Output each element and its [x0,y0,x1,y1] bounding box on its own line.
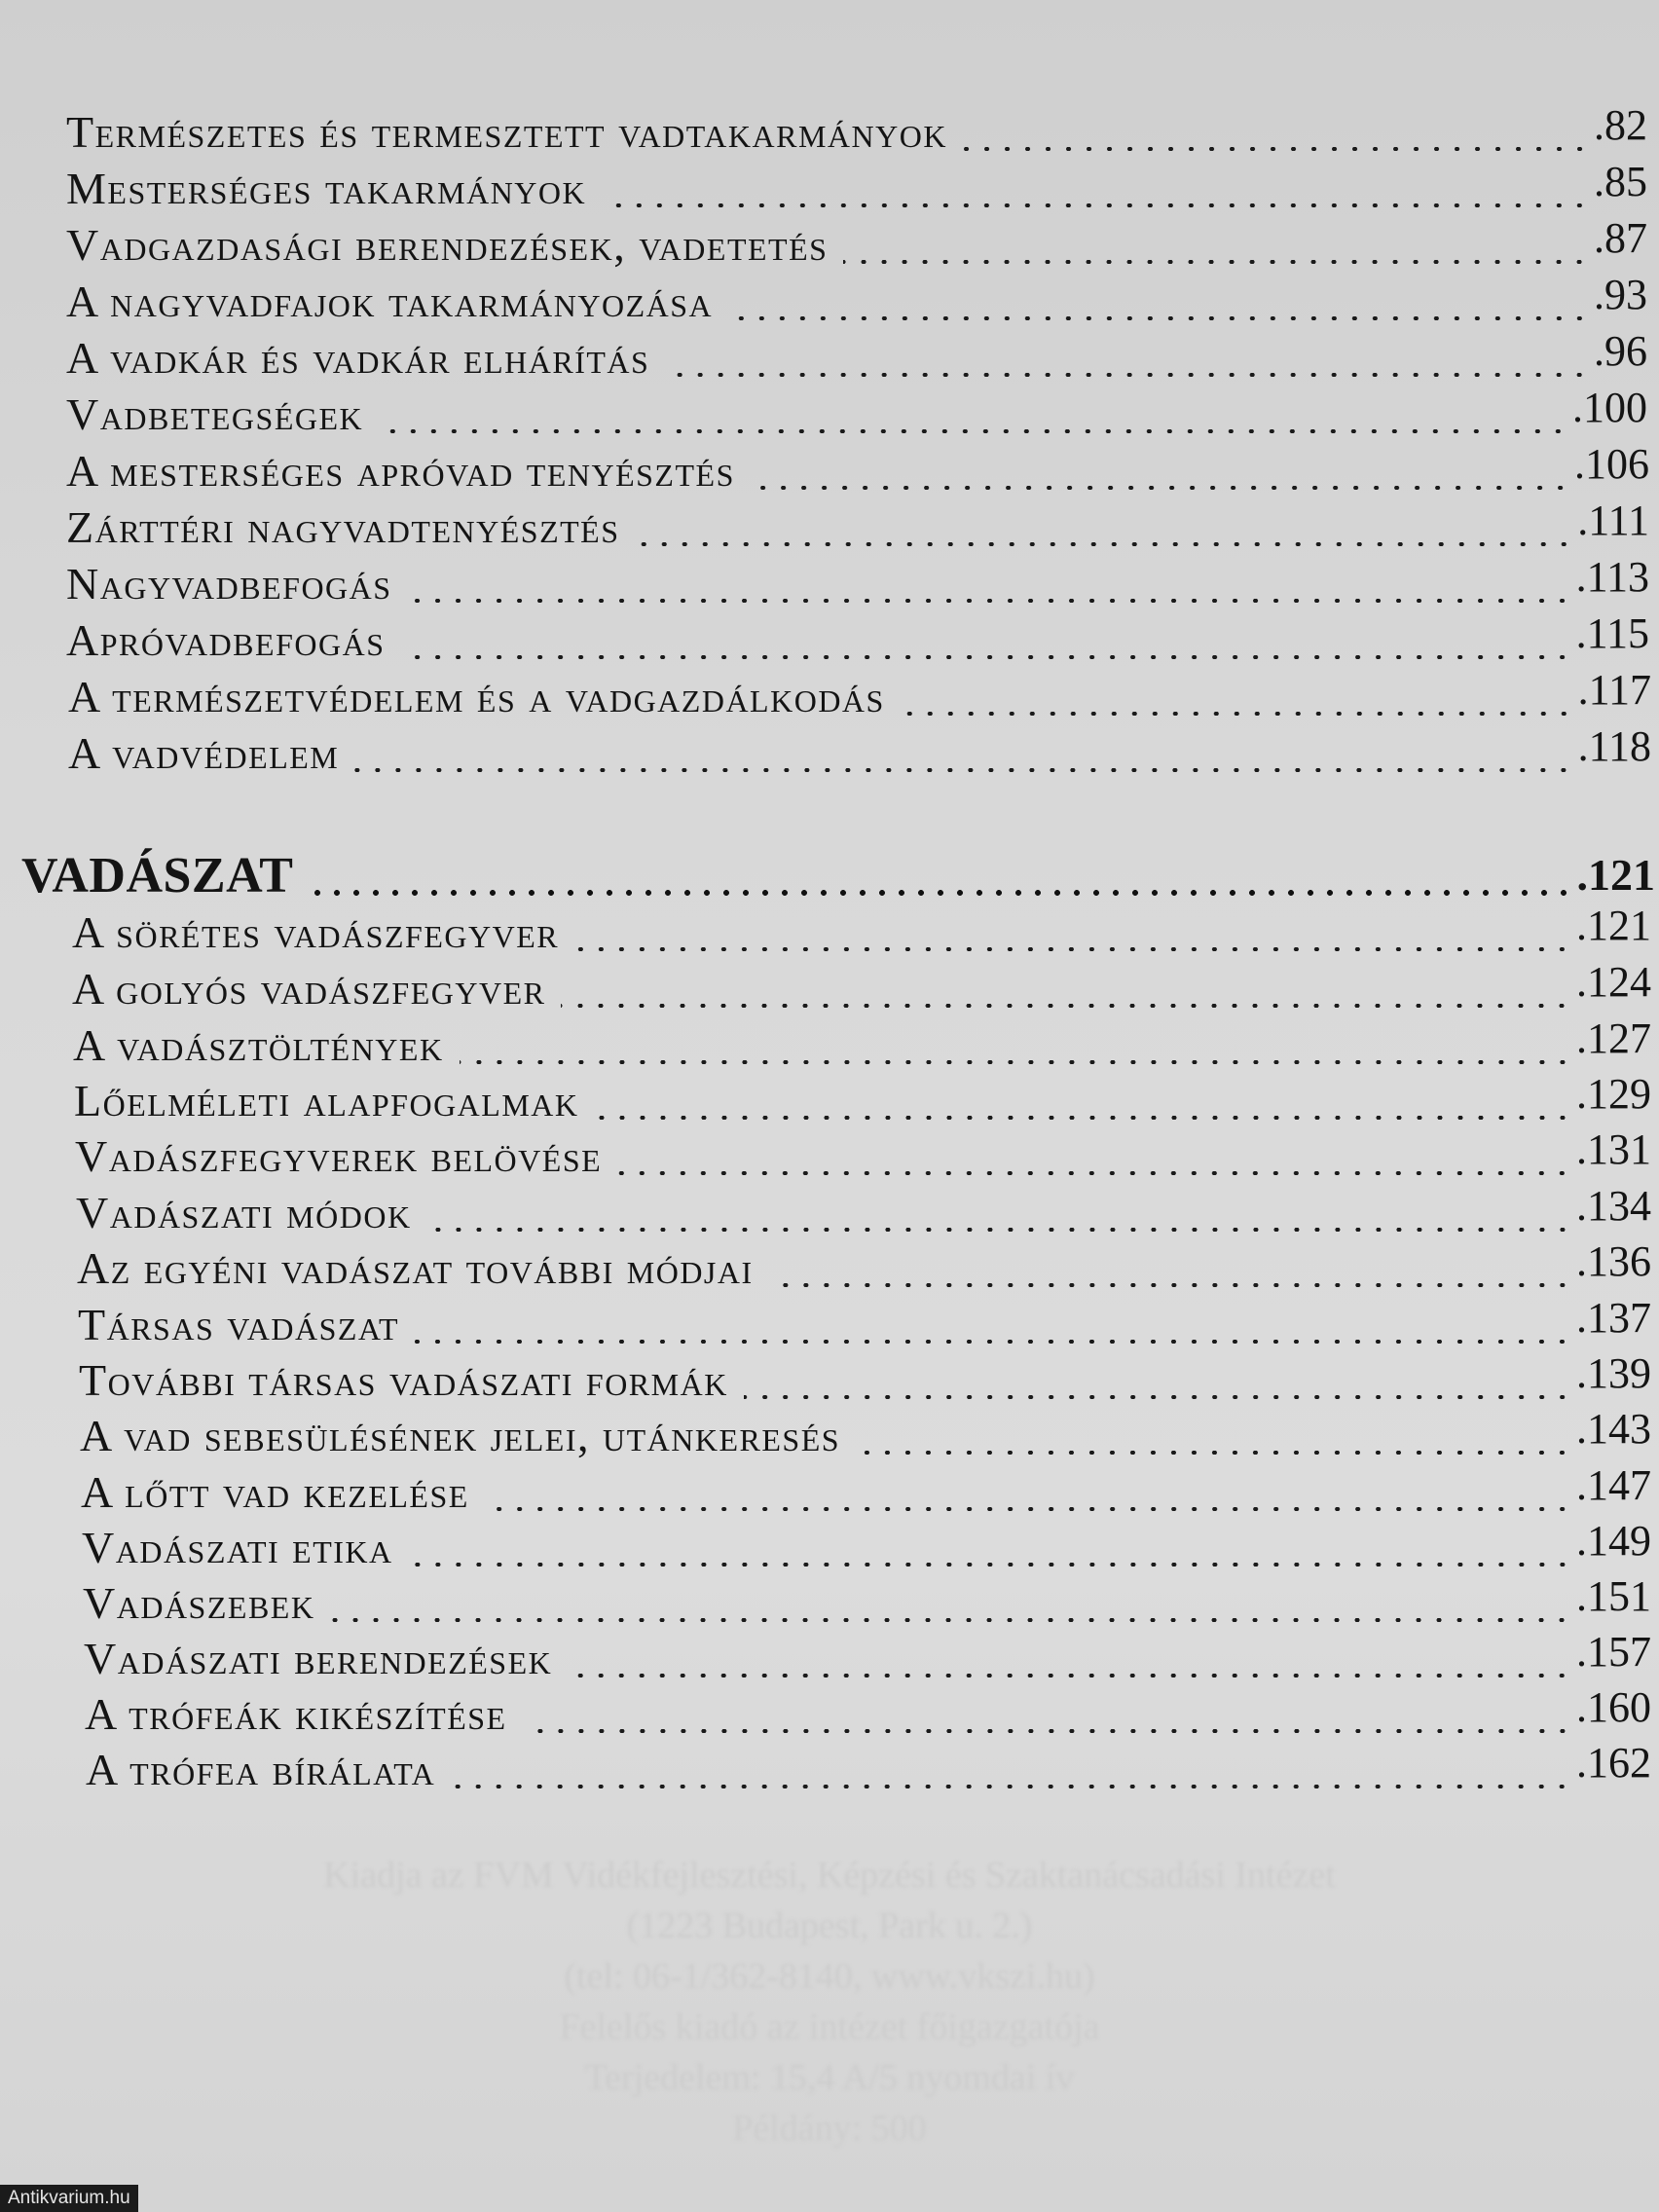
toc-entry-title: Apróvadbefogás [66,615,386,665]
toc-entry-page: .131 [1576,1125,1651,1173]
toc-entry [74,1069,1651,1127]
toc-entry [84,1627,1651,1685]
toc-entry-page: .82 [1594,101,1647,149]
toc-entry-title: Társas vadászat [78,1300,400,1349]
toc-entry-page: .118 [1577,722,1651,770]
colophon-line: (1223 Budapest, Park u. 2.) [626,1905,1033,1946]
toc-entry-title: Vadászebek [83,1578,315,1628]
toc-entry-title: A vadásztöltények [73,1020,444,1070]
toc-entry-title: Természetes és termesztett vadtakarmányok [66,107,947,157]
toc-entry-title: Mesterséges takarmányok [66,164,587,213]
colophon-line: Terjedelem: 15,4 A/5 nyomdai ív [584,2057,1075,2098]
toc-entry [72,901,1651,959]
toc-entry [66,439,1649,498]
toc-entry-title: A golyós vadászfegyver [72,964,546,1014]
toc-entry-page: .136 [1576,1237,1651,1285]
toc-entry [77,1236,1651,1295]
dot-leader [523,1729,1572,1733]
toc-entry-page: .129 [1576,1070,1651,1118]
toc-entry-title: A mesterséges apróvad tenyésztés [66,446,735,496]
section-page: .121 [1576,850,1655,900]
toc-entry-page: .113 [1575,553,1649,601]
toc-entry [66,100,1647,159]
toc-entry [66,326,1647,385]
toc-entry-title: A nagyvadfajok takarmányozása [66,276,714,326]
toc-entry-page: .134 [1576,1182,1651,1230]
toc-entry [78,1293,1651,1351]
toc-entry [82,1516,1651,1574]
toc-entry-page: .147 [1576,1461,1651,1509]
toc-entry-page: .127 [1576,1014,1651,1062]
toc-entry-page: .87 [1594,214,1647,262]
dot-leader [574,947,1572,951]
toc-entry-page: .93 [1594,271,1647,318]
dot-leader [568,1674,1572,1677]
toc-entry [66,552,1649,610]
dot-leader [451,1785,1572,1788]
toc-entry [66,157,1647,215]
toc-entry-title: Vadbetegségek [66,389,364,439]
dot-leader [963,147,1590,151]
toc-entry-page: .115 [1575,609,1649,657]
toc-entry [86,1738,1651,1796]
toc-entry-page: .139 [1576,1349,1651,1397]
toc-entry-title: Vadászati berendezések [84,1634,553,1683]
watermark: Antikvarium.hu [0,2185,138,2212]
toc-entry [83,1571,1651,1630]
toc-entry [68,721,1651,780]
dot-leader [485,1507,1572,1511]
toc-entry-title: Vadászati etika [82,1523,393,1572]
show-through-colophon [0,1850,1659,2154]
dot-leader [427,1228,1572,1232]
toc-entry-title: A lőtt vad kezelése [81,1467,469,1517]
toc-entry-title: A trófeák kikészítése [85,1689,507,1739]
toc-entry-page: .117 [1577,666,1651,714]
toc-entry-page: .162 [1576,1739,1651,1787]
dot-leader [401,655,1572,659]
toc-entry-title: A vad sebesülésének jelei, utánkeresés [80,1411,841,1460]
dot-leader [310,890,1573,896]
toc-entry [75,1124,1651,1183]
toc-entry [66,213,1647,272]
toc-entry-page: .121 [1576,902,1651,949]
dot-leader [901,712,1574,716]
dot-leader [408,599,1572,603]
toc-entry-page: .124 [1576,958,1651,1006]
colophon-line: Felelős kiadó az intézet főigazgatója [559,2007,1100,2047]
toc-entry-title: A vadkár és vadkár elhárítás [66,333,650,383]
toc-entry [66,270,1647,328]
dot-leader [354,768,1573,772]
toc-entry-page: .143 [1576,1405,1651,1453]
dot-leader [769,1283,1572,1287]
toc-entry-title: Vadászati módok [76,1188,412,1237]
toc-entry [66,608,1649,667]
colophon-line: (tel: 06-1/362-8140, www.vkszi.hu) [564,1956,1095,1997]
dot-leader [843,260,1590,264]
dot-leader [617,1171,1572,1175]
dot-leader [856,1451,1572,1455]
toc-entry [66,383,1647,441]
toc-entry-title: A sörétes vadászfegyver [72,907,560,957]
dot-leader [460,1060,1572,1064]
dot-leader [415,1340,1572,1344]
dot-leader [561,1004,1572,1008]
toc-entry [76,1181,1651,1239]
toc-entry [80,1404,1651,1462]
toc-entry-page: .106 [1574,440,1649,488]
toc-entry-page: .85 [1594,158,1647,205]
dot-leader [665,373,1590,377]
toc-entry-title: Vadászfegyverek belövése [75,1131,603,1181]
toc-entry-title: Az egyéni vadászat további módjai [77,1243,754,1293]
toc-entry-title: A vadvédelem [68,728,340,778]
toc-entry [81,1460,1651,1519]
toc-entry [85,1682,1651,1741]
toc-entry [79,1348,1651,1407]
toc-entry-page: .157 [1576,1628,1651,1676]
dot-leader [602,203,1590,207]
toc-entry-page: .111 [1577,497,1649,544]
toc-entry-page: .100 [1572,384,1647,431]
toc-entry-page: .137 [1576,1294,1651,1342]
toc-entry-title: A trófea bírálata [86,1745,436,1794]
toc-entry [73,1014,1651,1072]
dot-leader [409,1563,1572,1567]
toc-entry-title: Nagyvadbefogás [66,559,392,608]
dot-leader [636,542,1574,546]
colophon-line: Példány: 500 [732,2108,927,2149]
toc-entry-page: .96 [1594,327,1647,375]
dot-leader [595,1116,1572,1120]
toc-entry-title: Lőelméleti alapfogalmak [74,1076,579,1125]
dot-leader [728,316,1590,320]
toc-entry-title: Vadgazdasági berendezések, vadetetés [66,220,829,270]
section-title: VADÁSZAT [21,848,294,903]
toc-entry-page: .149 [1576,1517,1651,1565]
dot-leader [751,486,1570,490]
dot-leader [744,1395,1572,1399]
toc-entry-page: .160 [1576,1683,1651,1731]
toc-entry [72,957,1651,1015]
toc-entry-page: .151 [1576,1572,1651,1620]
toc-entry-title: Zárttéri nagyvadtenyésztés [66,502,620,552]
colophon-line: Kiadja az FVM Vidékfejlesztési, Képzési és Szaktanácsadási Intézet [323,1855,1336,1896]
toc-entry-title: A természetvédelem és a vadgazdálkodás [68,672,885,721]
dot-leader [330,1618,1572,1622]
toc-entry [68,665,1651,723]
toc-section-heading [21,843,1655,902]
dot-leader [379,429,1568,433]
toc-entry [66,496,1649,554]
toc-entry-title: További társas vadászati formák [79,1355,728,1405]
